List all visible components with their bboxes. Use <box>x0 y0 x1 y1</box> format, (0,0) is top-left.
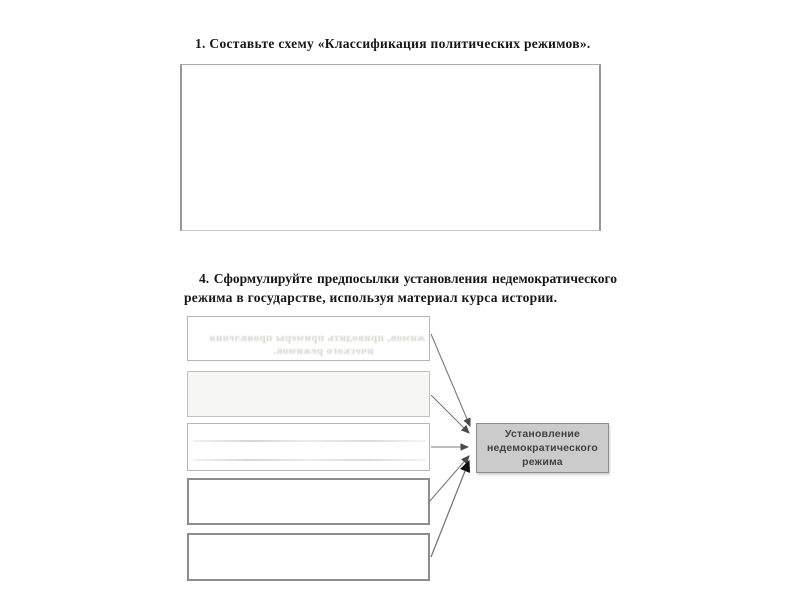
bleed-through-line-1: жимов, приводить примеры проявления <box>209 332 425 344</box>
bleed-through-line <box>193 440 426 442</box>
task1-answer-box[interactable] <box>180 64 601 231</box>
result-box-line-1: Установление <box>504 428 581 440</box>
bleed-through-line-2: ического режимов. <box>273 345 374 357</box>
result-box <box>476 423 609 473</box>
cause-box-5[interactable] <box>187 533 430 581</box>
cause-box-3[interactable] <box>187 423 430 471</box>
arrow-1 <box>431 334 470 426</box>
result-box-line-3: режима <box>522 456 563 468</box>
cause-box-4[interactable] <box>187 478 430 525</box>
task4-heading <box>184 269 617 307</box>
bleed-through-line <box>193 459 426 461</box>
arrow-2 <box>431 395 469 433</box>
task4-heading-line-1: 4. Сформулируйте предпосылки установления недемократического <box>199 271 617 286</box>
result-box-line-2: недемократического <box>486 442 599 454</box>
cause-box-1[interactable] <box>187 316 430 361</box>
arrow-5 <box>431 461 469 557</box>
task1-heading: 1. Составьте схему «Классификация политических режимов». <box>195 36 591 51</box>
arrow-4 <box>429 456 469 502</box>
bleed-through-text <box>188 332 429 358</box>
cause-box-2[interactable] <box>187 371 430 417</box>
task4-heading-line-2: режима в государстве, используя материал курса истории. <box>184 290 558 305</box>
